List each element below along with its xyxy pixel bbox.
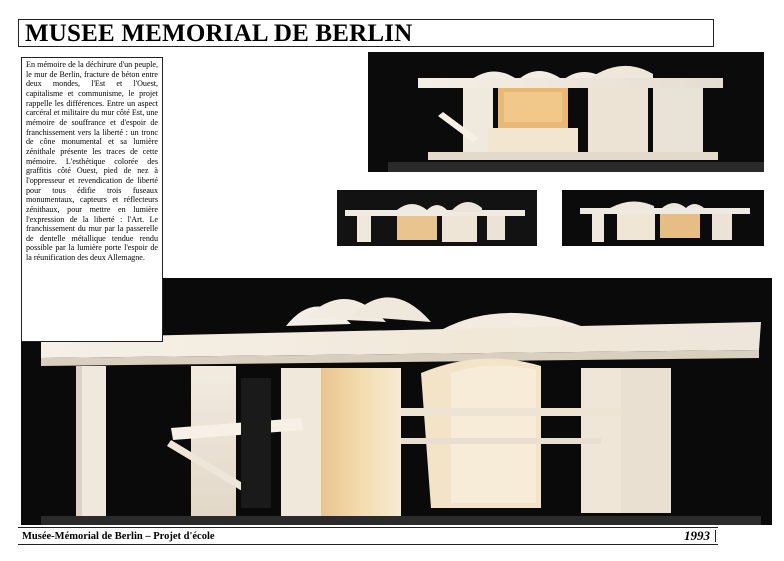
footer-caption: Musée-Mémorial de Berlin – Projet d'école <box>22 531 215 542</box>
model-photo-small-right <box>562 190 764 246</box>
footer-divider <box>715 530 716 542</box>
model-photo-top <box>368 52 764 172</box>
footer-bar <box>18 527 718 545</box>
description-text: En mémoire de la déchirure d'un peuple, le mur de Berlin, fracture de béton entre deux mondes, l'Est et l'Ouest, capitalisme et communisme, le projet rappelle les différences. Entre un aspect carcéral et militaire du mur côté Est, une mémoire de souffrance et d'espoir de franchissement vers la liberté : un tronc de cône monumental et sa lumière zénithale présente les traces de cette mémoire. L'esthétique colorée des graffitis côté Ouest, pied de nez à l'oppresseur et revendication de liberté pour tous édifie trois fuseaux monumentaux, capteurs et réflecteurs zénithaux, pour mettre en lumière l'expression de la liberté : l'Art. Le franchissement du mur par la passerelle de dentelle métallique tendue rendu possible par la lumière porte l'espoir de la réunification des deux Allemagne. <box>26 60 158 263</box>
title-box <box>18 19 714 47</box>
page-title: MUSEE MEMORIAL DE BERLIN <box>25 20 413 47</box>
model-photo-small-left <box>337 190 537 246</box>
description-box <box>21 57 163 342</box>
footer-year: 1993 <box>684 528 710 543</box>
